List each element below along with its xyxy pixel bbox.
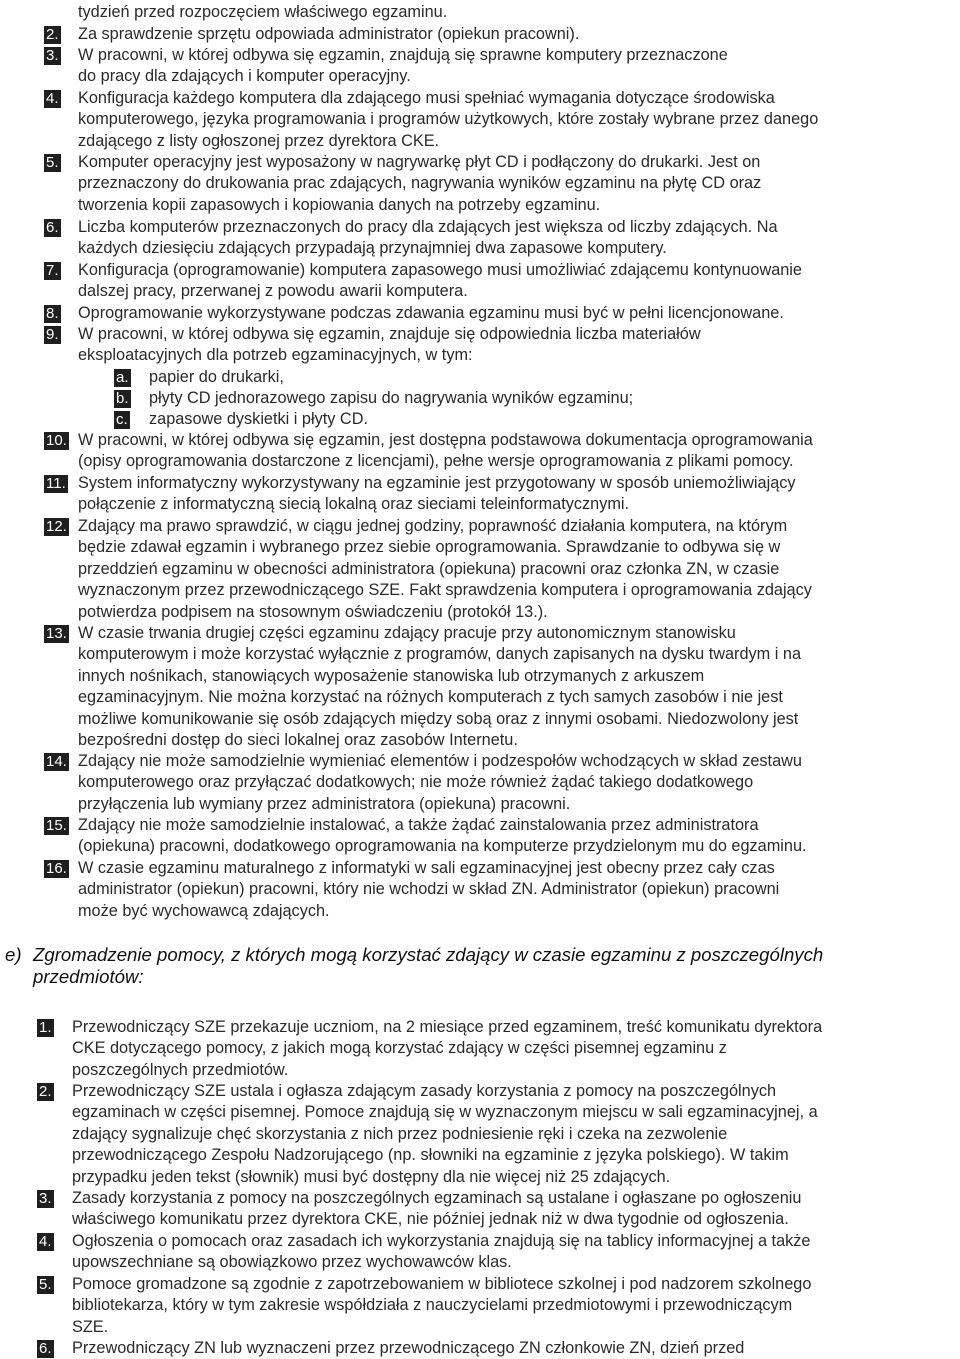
sub-list-letter: a. [116,369,129,386]
list-number: 11. [46,475,66,492]
list-item-text: Przewodniczący SZE ustala i ogłasza zdającym zasady korzystania z pomocy na poszczególnych egzaminach w części pisemnej. Pomoce znajdują się w wyznaczonym miejscu w sali egzaminacyjnej, a zdający sygnalizuje chęć skorzystania z nich przez podniesienie ręki i czeka na zezwolenie przewodniczącego Zespołu Nadzorującego (np. słowniki na egzaminie z języka polskiego). W takim przypadku jeden tekst (słownik) musi być dostępny dla nie więcej niż 25 zdających. [72,1082,818,1186]
list-item-text: Ogłoszenia o pomocach oraz zasadach ich wykorzystania znajdują się na tablicy informacyjnej a także upowszechniane są obowiązkowo przez wychowawców klas. [72,1232,811,1272]
list-number: 14. [46,753,67,770]
list-item-text: W pracowni, w której odbywa się egzamin, znajduje się odpowiednia liczba materiałów eksploatacyjnych dla potrzeb egzaminacyjnych, w tym: [78,325,701,365]
list-number: 6. [46,219,59,236]
list-item-text: Liczba komputerów przeznaczonych do pracy dla zdających jest większa od liczby zdających. Na każdych dziesięciu zdających przypadają przynajmniej dwa zapasowe komputery. [78,218,778,258]
list-number: 1. [39,1019,52,1036]
list-item-text: Zasady korzystania z pomocy na poszczególnych egzaminach są ustalane i ogłaszane po ogłoszeniu właściwego komunikatu przez dyrektora CKE, nie później jednak niż w dwa tygodnie od ogłoszenia. [72,1189,802,1229]
list-item-text: Przewodniczący ZN lub wyznaczeni przez przewodniczącego ZN członkowie ZN, dzień przed [72,1339,745,1357]
sub-list-text: płyty CD jednorazowego zapisu do nagrywania wyników egzaminu; [149,389,634,407]
list-number: 12. [46,518,67,535]
list-item-text: W pracowni, w której odbywa się egzamin, znajdują się sprawne komputery przeznaczone do pracy dla zdających i komputer operacyjny. [78,46,728,86]
list-number: 10. [46,432,67,449]
list-number: 5. [46,154,59,171]
list-number: 3. [39,1190,52,1207]
list-number: 9. [46,326,59,343]
list-item-text: Za sprawdzenie sprzętu odpowiada administrator (opiekun pracowni). [78,25,580,43]
list-item-text: Konfiguracja każdego komputera dla zdającego musi spełniać wymagania dotyczące środowiska komputerowego, języka programowania i programów użytkowych, które zostały wybrane przez danego zdającego z listy ogłoszonej przez dyrektora CKE. [78,89,819,150]
list-number: 4. [46,90,59,107]
list-item-text: System informatyczny wykorzystywany na egzaminie jest przygotowany w sposób uniemożliwiający połączenie z informatyczną siecią lokalną oraz sieciami teleinformatycznymi. [78,474,796,514]
list-number: 3. [46,47,59,64]
list-number: 2. [46,26,59,43]
list-number: 7. [46,262,59,279]
list-number: 6. [39,1340,52,1357]
list-number: 15. [46,817,67,834]
list-item-text: W pracowni, w której odbywa się egzamin, jest dostępna podstawowa dokumentacja oprogramowania (opisy oprogramowania dostarczone z licencjami), pełne wersje oprogramowania z plikami pomocy. [78,431,813,471]
list-item-text: tydzień przed rozpoczęciem właściwego egzaminu. [78,3,448,21]
list-item-text: Konfiguracja (oprogramowanie) komputera zapasowego musi umożliwiać zdającemu kontynuowanie dalszej pracy, przerwanej z powodu awarii komputera. [78,261,802,301]
list-number: 16. [46,860,67,877]
list-item-text: Zdający ma prawo sprawdzić, w ciągu jednej godziny, poprawność działania komputera, na którym będzie zdawał egzamin i wybranego przez siebie oprogramowania. Sprawdzanie to odbywa się w przeddzień egzaminu w obecności administratora (opiekuna) pracowni oraz członka ZN, w czasie wyznaczonym przez przewodniczącego SZE. Fakt sprawdzenia komputera i oprogramowania zdający potwierdza podpisem na stosownym oświadczeniu (protokół 13.). [78,517,812,621]
section-label: e) [5,944,22,965]
list-item-text: Przewodniczący SZE przekazuje uczniom, na 2 miesiące przed egzaminem, treść komunikatu dyrektora CKE dotyczącego pomocy, z jakich mogą korzystać zdający w części pisemnej egzaminu z poszczególnych przedmiotów. [72,1018,823,1079]
sub-list-letter: b. [116,390,129,407]
section-title: Zgromadzenie pomocy, z których mogą korzystać zdający w czasie egzaminu z poszczególnych przedmiotów: [33,944,824,987]
list-number: 2. [39,1083,52,1100]
list-item-text: Oprogramowanie wykorzystywane podczas zdawania egzaminu musi być w pełni licencjonowane. [78,304,784,322]
list-number: 4. [39,1233,52,1250]
sub-list-text: papier do drukarki, [149,368,284,386]
list-item-text: Zdający nie może samodzielnie wymieniać elementów i podzespołów wchodzących w skład zestawu komputerowego oraz przyłączać dodatkowych; nie może również żądać takiego dodatkowego przyłączenia lub wymiany przez administratora (opiekuna) pracowni. [78,752,802,813]
list-item-text: W czasie trwania drugiej części egzaminu zdający pracuje przy autonomicznym stanowisku komputerowym i może korzystać wyłącznie z programów, danych zapisanych na dysku twardym i na innych nośnikach, stanowiących wyposażenie stanowiska lub otrzymanych z arkuszem egzaminacyjnym. Nie można korzystać na różnych komputerach z tych samych zasobów i nie jest możliwe komunikowanie się osób zdających między sobą oraz z innymi osobami. Niedozwolony jest bezpośredni dostęp do sieci lokalnej oraz zasobów Internetu. [78,624,801,750]
sub-list-text: zapasowe dyskietki i płyty CD. [149,410,368,428]
list-number: 8. [46,305,59,322]
list-item-text: Komputer operacyjny jest wyposażony w nagrywarkę płyt CD i podłączony do drukarki. Jest on przeznaczony do drukowania prac zdających, nagrywania wyników egzaminu na płytę CD oraz tworzenia kopii zapasowych i kopiowania danych na potrzeby egzaminu. [78,153,762,214]
list-number: 5. [39,1276,52,1293]
list-item-text: W czasie egzaminu maturalnego z informatyki w sali egzaminacyjnej jest obecny przez cały czas administrator (opiekun) pracowni, który nie wchodzi w skład ZN. Administrator (opiekun) pracowni może być wychowawcą zdających. [78,859,780,920]
list-item-text: Zdający nie może samodzielnie instalować, a także żądać zainstalowania przez administratora (opiekuna) pracowni, dodatkowego oprogramowania na komputerze przydzielonym mu do egzaminu. [78,816,807,856]
sub-list-letter: c. [116,411,128,428]
list-number: 13. [46,625,67,642]
list-item-text: Pomoce gromadzone są zgodnie z zapotrzebowaniem w bibliotece szkolnej i pod nadzorem szkolnego bibliotekarza, który w tym zakresie współdziała z nauczycielami przedmiotowymi i przewodniczącym SZE. [72,1275,812,1336]
